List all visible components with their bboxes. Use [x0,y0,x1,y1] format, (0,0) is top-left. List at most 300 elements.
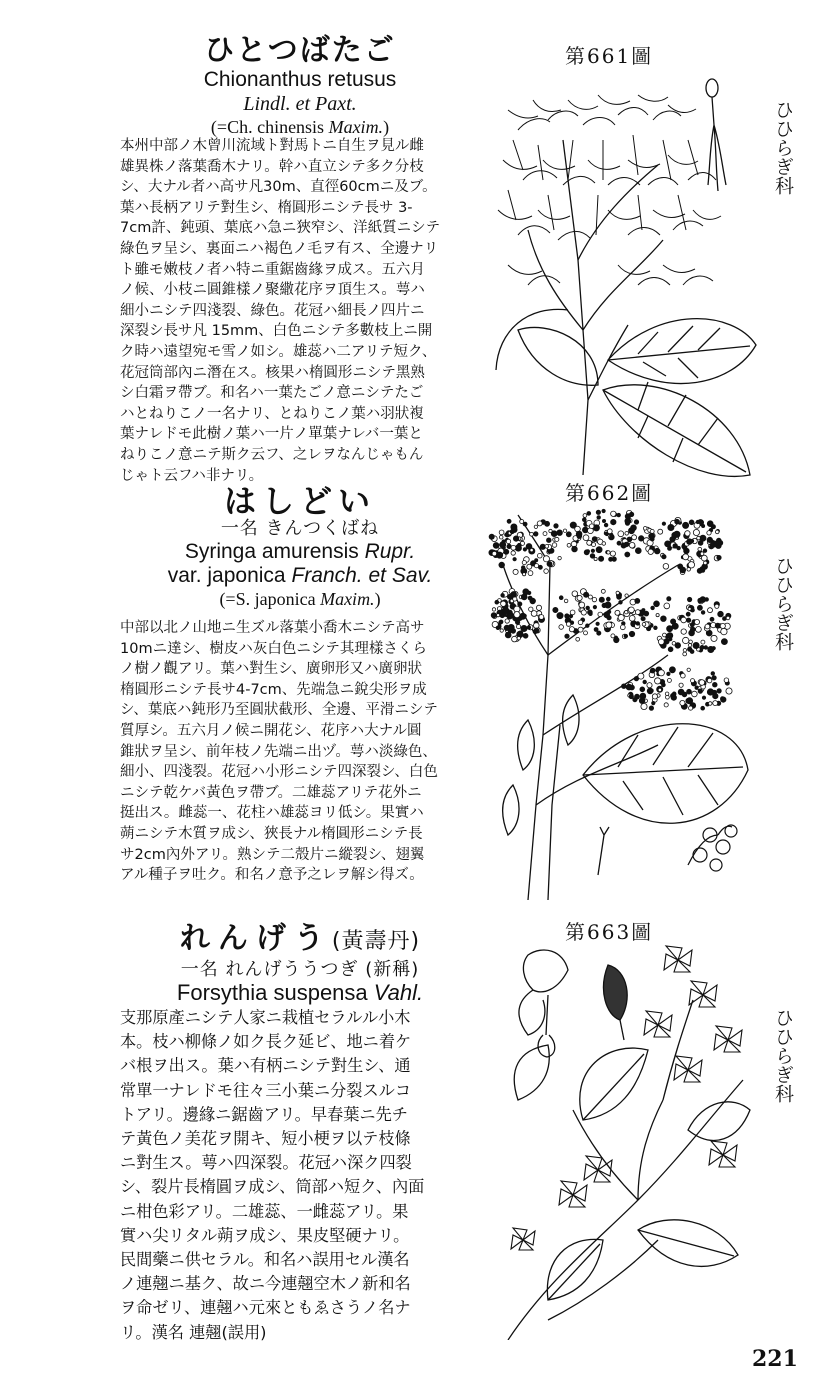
flower-bud [703,549,707,553]
flower-bud [545,521,550,526]
flower-bud [683,649,686,652]
flower-bud [523,573,526,576]
entry-title [110,922,490,959]
flower-bud [662,555,666,559]
flower-bud [654,548,660,554]
flower-bud [667,626,673,632]
flower-bud [584,631,588,635]
text-line: ニ對生ス。萼ハ四深裂。花冠ハ深ク四裂 [120,1153,412,1173]
flower-bud [612,557,616,561]
flower-bud [511,592,517,598]
flower-bud [644,611,649,616]
flower-bud [534,525,537,528]
flower-bud [527,564,532,569]
flower-bud [681,673,686,678]
flower-bud [712,690,716,694]
entry-chionanthus-header [110,34,490,138]
plant-illustration-chionanthus [488,70,760,490]
flower-bud [534,532,538,536]
flower-bud [689,640,693,644]
synonym-text: (=Ch. chinensis [210,117,329,137]
flower-bud [523,522,527,526]
flower-bud [648,549,653,554]
flower-bud [559,596,563,600]
flower-bud [629,694,633,698]
text-line: 挺出ス。雌蕊一、花柱ハ雄蕊ヨリ低シ。果實ハ [120,805,424,822]
flower-bud [707,537,712,542]
flower-bud [495,600,499,604]
flower-bud [635,548,641,554]
flower-bud [578,627,583,632]
author-citation: Lindl. et Paxt. [243,93,357,115]
flower-bud [587,512,591,516]
flower-bud [594,557,597,560]
flower-bud [499,620,503,624]
entry-syringa-header [110,484,490,610]
flower-bud [701,611,705,615]
scientific-author: Rupr. [364,540,416,563]
flower-bud [718,611,724,617]
flower-bud [656,614,659,617]
text-line: シ、裂片長楕圓ヲ成シ、筒部ハ短ク、內面 [120,1177,425,1197]
flower-bud [643,680,647,684]
text-line: ト雖モ嫩枝ノ者ハ特ニ重鋸齒緣ヲ成ス。五六月 [120,261,425,278]
flower-bud [664,703,668,707]
flower-bud [530,532,534,536]
flower-bud [620,625,625,630]
flower-bud [718,540,723,545]
flower-bud [652,701,655,704]
flower-bud [492,608,495,611]
flower-bud [658,639,664,645]
text-line: テ黃色ノ美花ヲ開キ、短小梗ヲ以テ枝條 [120,1129,411,1149]
scientific-name [110,981,490,1005]
flower-bud [536,605,541,610]
flower-bud [715,604,719,608]
flower-bud [619,601,623,605]
figure-label: 第662圖 [565,481,654,505]
text-line: ハとねりこノ一名ナリ、とねりこノ葉ハ羽狀複 [120,405,424,422]
flower-bud [589,524,594,529]
flower-bud [507,519,511,523]
text-line: 10mニ達シ、樹皮ハ灰白色ニシテ其理樣さくら [120,640,427,657]
flower-bud [683,554,689,560]
flower-bud [697,536,701,540]
flower-bud [611,519,616,524]
flower-bud [669,638,672,641]
text-line: 葉ハ長柄アリテ對生シ、楕圓形ニシテ長サ 3- [120,199,413,216]
flower-bud [675,643,681,649]
flower-bud [588,610,593,615]
flower-bud [671,619,676,624]
flower-bud [617,595,622,600]
flower-bud [545,545,549,549]
text-line: 常單一ナレドモ往々三小葉ニ分裂スルコ [120,1080,412,1100]
flower-bud [661,616,667,622]
flower-bud [543,532,547,536]
flower-bud [500,542,506,548]
text-line: じゃト云フハ非ナリ。 [120,467,264,484]
flower-bud [588,595,592,599]
flower-bud [555,537,559,541]
flower-bud [522,561,526,565]
family-label: ひひらぎ科 [772,100,794,195]
flower-bud [690,627,695,632]
flower-bud [563,529,566,532]
flower-bud [687,568,691,572]
text-line: 深裂シ長サ凡 15mm、白色ニシテ多數枝上ニ開 [120,323,433,340]
flower-bud [636,622,640,626]
text-line: バ根ヲ出ス。葉ハ有柄ニシテ對生シ、通 [120,1056,411,1076]
flower-bud [496,626,500,630]
flower-bud [711,672,715,676]
flower-bud [618,531,624,537]
text-line: ノ樹ノ觀アリ。葉ハ對生シ、廣卵形又ハ廣卵狀 [120,661,423,678]
flower-bud [584,550,589,555]
flower-bud [503,608,509,614]
text-line: 7cm許、鈍頭、葉底ハ急ニ狹窄シ、洋紙質ニシテ [120,220,441,237]
flower-bud [582,518,586,522]
entry-forsythia-header [110,922,490,1005]
flower-bud [506,539,510,543]
flower-bud [667,597,671,601]
flower-bud [604,523,608,527]
text-line: シ、大ナル者ハ高サ凡30m、直徑60cmニ及ブ。 [120,179,437,196]
entry-title-kana: れんげう [179,921,332,956]
flower-bud [681,617,687,623]
text-line: リ。漢名 連翹(誤用) [120,1322,267,1342]
text-line: シ白霜ヲ帶ブ。和名ハ一葉たごノ意ニシテたご [120,385,424,402]
text-line: アル種子ヲ吐ク。和名ノ意予之レヲ解シ得ズ。 [120,867,424,884]
flower-bud [513,558,516,561]
flower-bud [505,619,509,623]
flower-bud [621,543,626,548]
synonym [110,588,490,610]
flower-bud [499,535,503,539]
flower-bud [523,589,529,595]
flower-bud [511,545,516,550]
flower-bud [551,531,557,537]
flower-bud [687,689,692,694]
flower-bud [558,556,561,559]
flower-bud [596,547,602,553]
flower-bud [579,602,585,608]
text-line: 本。枝ハ柳條ノ如ク長ク延ビ、地ニ着ケ [120,1032,412,1052]
flower-bud [681,629,686,634]
flower-bud [531,611,537,617]
flower-bud [605,602,611,608]
scientific-name: Chionanthus retusus [203,68,397,91]
scientific-name-text: Forsythia suspensa [176,980,374,1005]
flower-bud [625,518,631,524]
flower-bud [513,536,518,541]
flower-bud [566,622,570,626]
flower-bud [704,561,708,565]
flower-bud [625,594,628,597]
flower-bud [704,646,708,650]
alternate-name: 一名 きんつくばね [220,518,380,539]
flower-bud [693,642,699,648]
flower-bud [499,562,505,568]
flower-bud [713,682,718,687]
flower-bud [512,636,518,642]
flower-bud [697,605,702,610]
flower-bud [617,513,621,517]
flower-bud [641,703,647,709]
flower-bud [581,610,586,615]
flower-bud [701,706,705,710]
flower-bud [577,595,582,600]
flower-bud [587,540,592,545]
flower-bud [680,567,686,573]
flower-bud [572,546,578,552]
synonym [110,116,490,138]
flower-bud [500,629,503,632]
variety-author: Franch. et Sav. [291,564,433,587]
flower-bud [700,552,704,556]
flower-bud [678,689,684,695]
flower-bud [629,615,635,621]
flower-bud [593,605,596,608]
flower-bud [583,535,589,541]
flower-bud [691,679,695,683]
flower-bud [672,692,676,696]
flower-bud [688,562,694,568]
flower-bud [559,625,564,630]
flower-bud [724,678,729,683]
flower-bud [547,538,552,543]
flower-bud [712,647,715,650]
flower-bud [499,530,504,535]
flower-bud [715,623,720,628]
flower-bud [643,527,647,531]
flower-bud [680,700,685,705]
flower-bud [675,519,680,524]
flower-bud [688,644,691,647]
synonym-text: (=S. japonica [219,589,321,609]
flower-bud [493,543,499,549]
flower-bud [557,530,563,536]
alternate-name: 一名 れんげううつぎ (新稱) [180,959,420,980]
text-line: ねりこノ意ニテ斯ク云フ、之レヲなんじゃもん [120,446,424,463]
flower-bud [692,691,698,697]
flower-bud [655,678,661,684]
text-line: ノ候、小枝ニ圓錐樣ノ聚繖花序ヲ頂生ス。萼ハ [120,282,425,299]
flower-bud [625,552,630,557]
flower-bud [702,696,705,699]
text-line: 花冠筒部內ニ潛在ス。核果ハ楕圓形ニシテ黑熟 [120,364,425,381]
text-line: 楕圓形ニシテ長サ4-7cm、先端急ニ銳尖形ヲ成 [120,681,427,698]
flower-bud [668,524,674,530]
flower-bud [564,599,568,603]
flower-bud [586,606,590,610]
flower-bud [534,564,538,568]
flower-bud [547,562,552,567]
flower-bud [650,529,654,533]
text-line: ノ連翹ニ基ク、故ニ今連翹空木ノ新和名 [120,1274,411,1294]
flower-bud [566,532,571,537]
synonym-close: ) [374,589,381,609]
flower-bud [667,672,670,675]
flower-bud [705,624,710,629]
flower-bud [497,614,500,617]
flower-bud [674,531,680,537]
flower-bud [687,668,690,671]
flower-bud [647,683,652,688]
flower-bud [668,647,673,652]
flower-bud [632,535,637,540]
scientific-name [110,540,490,564]
flower-bud [607,551,610,554]
text-line: ヲ命ゼリ、連翹ハ元來ともゑさうノ名ナ [120,1298,411,1318]
flower-bud [652,694,657,699]
flower-bud [523,548,526,551]
flower-bud [717,689,721,693]
flower-bud [640,687,645,692]
flower-bud [504,625,509,630]
flower-bud [616,591,619,594]
flower-bud [544,569,549,574]
flower-bud [699,680,705,686]
flower-bud [673,544,678,549]
flower-bud [501,601,506,606]
flower-bud [584,592,589,597]
flower-bud [594,628,598,632]
flower-bud [554,524,558,528]
flower-bud [649,706,653,710]
flower-bud [721,697,725,701]
flower-bud [538,565,542,569]
flower-bud [654,601,660,607]
flower-bud [690,623,694,627]
flower-bud [638,673,644,679]
text-line: 支那原產ニシテ人家ニ栽植セラルル小木 [120,1008,411,1027]
flower-bud [501,594,505,598]
flower-bud [686,618,690,622]
flower-bud [700,645,704,649]
variety-text: var. japonica [167,564,292,587]
flower-bud [689,520,694,525]
flower-bud [717,555,721,559]
flower-bud [565,614,569,618]
flower-bud [592,537,597,542]
figure-label: 第661圖 [565,44,654,68]
scientific-name-text: Syringa amurensis [184,540,365,563]
flower-bud [578,620,583,625]
flower-bud [557,613,563,619]
flower-bud [610,551,615,556]
flower-bud [715,530,719,534]
flower-bud [507,613,513,619]
flower-bud [694,619,699,624]
page-number: 221 [752,1346,798,1372]
flower-bud [577,534,582,539]
flower-bud [726,688,732,694]
flower-bud [683,637,689,643]
flower-bud [510,530,514,534]
flower-bud [513,597,517,601]
flower-bud [591,549,594,552]
flower-bud [599,556,604,561]
flower-bud [626,684,632,690]
flower-bud [606,622,612,628]
flower-bud [614,636,617,639]
flower-bud [565,634,569,638]
flower-bud [683,522,689,528]
flower-bud [688,647,692,651]
flower-bud [688,607,691,610]
flower-bud [693,529,699,535]
flower-bud [527,626,531,630]
flower-bud [639,698,645,704]
entry-title-kanji: (黃壽丹) [331,929,421,954]
flower-bud [629,542,635,548]
flower-bud [519,632,523,636]
text-line: 細小、四淺裂。花冠ハ小形ニシテ四深裂シ、白色 [120,764,438,781]
flower-bud [710,617,714,621]
flower-bud [642,609,645,612]
flower-bud [592,543,596,547]
text-line: 民間藥ニ供セラル。和名ハ誤用セル漢名 [120,1250,410,1270]
flower-bud [608,610,611,613]
text-line: 本州中部ノ木曾川流域ト對馬トニ自生ヲ見ル雌 [120,138,424,154]
variety-name [110,564,490,588]
family-label: ひひらぎ科 [772,1008,794,1103]
entry-description [120,1006,485,1345]
flower-bud [686,698,691,703]
flower-bud [599,597,604,602]
flower-bud [629,607,635,613]
entry-description [120,136,485,486]
flower-bud [658,670,664,676]
flower-bud [572,591,578,597]
text-line: 實ハ尖リタル蒴ヲ成シ、果皮堅硬ナリ。 [120,1225,410,1245]
flower-bud [517,637,520,640]
flower-bud [523,633,528,638]
text-line: 綠色ヲ呈シ、裏面ニハ褐色ノ毛ヲ有ス、全邊ナリ [120,240,439,257]
flower-bud [708,608,713,613]
flower-bud [537,521,542,526]
flower-bud [683,652,687,656]
flower-bud [538,553,543,558]
flower-bud [583,514,587,518]
text-line: ニシテ乾ケバ黃色ヲ帶ブ。二雄蕊アリテ花外ニ [120,784,422,801]
flower-bud [670,537,675,542]
text-line: サ2cm內外アリ。熟シテ二殼片ニ縱裂シ、翅翼 [120,846,425,863]
flower-bud [663,564,669,570]
flower-bud [679,683,683,687]
flower-bud [497,552,503,558]
flower-bud [514,612,520,618]
flower-bud [535,559,538,562]
flower-bud [687,597,691,601]
flower-bud [491,613,496,618]
figure-label: 第663圖 [565,920,654,944]
flower-bud [611,511,616,516]
flower-bud [711,635,717,641]
flower-bud [709,545,713,549]
entry-description [120,618,485,886]
flower-bud [586,624,590,628]
flower-bud [658,688,661,691]
flower-bud [629,631,634,636]
flower-bud [504,549,509,554]
text-line: 中部以北ノ山地ニ生ズル落葉小喬木ニシテ高サ [120,620,425,636]
flower-bud [697,568,702,573]
flower-bud [651,606,655,610]
flower-bud [602,519,605,522]
flower-bud [601,589,605,593]
